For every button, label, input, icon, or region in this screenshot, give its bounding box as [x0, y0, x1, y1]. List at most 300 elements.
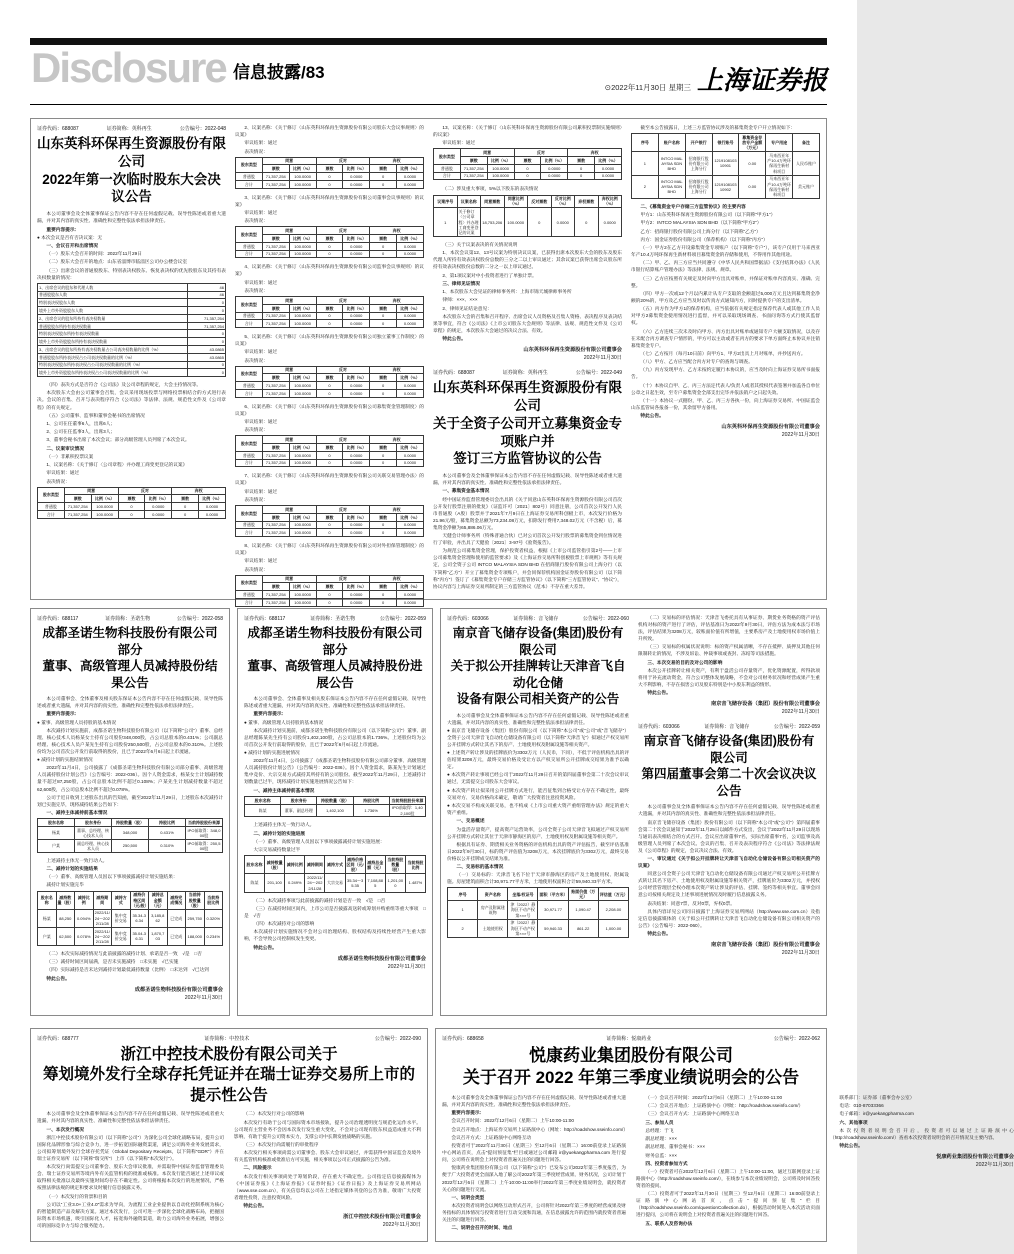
- table-row: [38, 909, 223, 927]
- announcement-no: 公告编号：2022-048: [179, 126, 226, 132]
- table-cell: 马来西亚年产10.4万吨环保再生新材料项目: [767, 176, 792, 197]
- table-cell: 普通股股东所持表决权占公司表决权数量的比例（%）: [38, 353, 188, 361]
- motion-block: [235, 263, 424, 328]
- table-cell: 弃权: [568, 149, 622, 157]
- column-3: [433, 124, 622, 594]
- paragraph: 公司于近日收到上述股东出具的告知函，截至2022年11月29日，上述股东本次减持计划已实施完毕，现将减持结果公告如下：: [37, 794, 223, 807]
- table-row: [38, 369, 226, 377]
- motion-name: 7、议案名称：《关于修订〈山东英科环保再生资源股份有限公司关联交易管理办法〉的议案》: [235, 473, 424, 486]
- table-row: [38, 891, 223, 909]
- paragraph: ● 减持计划的实施结果情况: [37, 757, 93, 763]
- table-row: [236, 366, 424, 374]
- table-cell: 票数: [460, 157, 487, 165]
- table-cell: 募集资金存放专户金额（万元）: [739, 134, 766, 152]
- paragraphs: [37, 950, 223, 982]
- paragraph: 特此公告。: [243, 1203, 267, 1209]
- table-cell: 持股数量（股）: [112, 819, 149, 827]
- table-cell: 0.0000: [343, 451, 370, 459]
- table-cell: 46: [187, 291, 225, 299]
- table-cell: 0: [514, 172, 541, 180]
- table-cell: 当前持股比例: [204, 891, 223, 909]
- paragraph: 投资者可于2022年11月30日（星期三）至12月6日（星期二）16:00前登录上证路演中心网站首页，点击“提问预征集”栏目或通过公司邮箱 ir@yuekangpharma.com 进行提问，公司将在说明会上对投资者普遍关注的问题进行回答。: [442, 1143, 626, 1163]
- table-row: [632, 152, 820, 175]
- masthead-section-title: 信息披露/83: [233, 63, 325, 82]
- paragraph: （三）会议召开方式：上证路演中心网络互动: [645, 1111, 740, 1117]
- table-cell: 弃权: [370, 227, 424, 235]
- table-cell: 0: [316, 529, 343, 537]
- masthead-rule: [30, 104, 827, 105]
- table-cell: 反对: [316, 366, 370, 374]
- reduction-progress-table: [244, 855, 426, 892]
- table-cell: 0.234%: [204, 927, 223, 945]
- announcement-no: 公告编号：2022-090: [374, 1036, 421, 1042]
- pre-holding-table: [244, 796, 426, 818]
- vote-table: [235, 575, 424, 607]
- table-cell: 0: [370, 521, 397, 529]
- table-cell: 反对: [316, 157, 370, 165]
- paragraph: 二、说明会召开的时间、地点: [451, 1225, 513, 1231]
- table-cell: 88,250: [56, 909, 75, 927]
- table-cell: 0: [370, 250, 397, 258]
- vote-result: 审议结果：通过: [244, 349, 278, 355]
- agreement-clauses: [631, 244, 820, 419]
- table-row: [632, 134, 820, 152]
- table-cell: 同意票数: [481, 195, 505, 208]
- table-cell: 股东类型: [434, 149, 461, 165]
- paragraph: 重要内容提示：: [46, 711, 80, 717]
- table-cell: 票数: [370, 165, 397, 173]
- table-cell: 0: [187, 307, 225, 315]
- newspaper-logo: 上海证券报: [696, 66, 827, 96]
- table-row: [236, 583, 424, 591]
- masthead-right: [605, 60, 827, 97]
- paragraph: 天健会计师事务所（特殊普通合伙）已对公司首次公开发行股票的募集资金到位情况进行了审验，并出具了天健验〔2021〕3-97号《验资报告》。: [433, 533, 622, 546]
- table-cell: 62,500: [56, 927, 75, 945]
- paragraph: （三）减持时间区间届满，是否未实施减持 □未实施 √已实施: [46, 959, 179, 965]
- motion-name: 4、议案名称：《关于修订〈山东英科环保再生资源股份有限公司监事会议事规则〉的议案》: [235, 264, 424, 277]
- table-cell: 减持方式: [325, 856, 345, 874]
- vote-table: [235, 296, 424, 328]
- table-cell: 弃权: [370, 575, 424, 583]
- table-cell: 股东类型: [38, 487, 65, 503]
- table-cell: 股东类型: [236, 436, 263, 452]
- table-cell: 票数: [316, 583, 343, 591]
- table-cell: 59,940.33: [538, 919, 568, 937]
- table-row: [236, 506, 424, 514]
- table-cell: 票数: [316, 304, 343, 312]
- section-heading: （二）涉及重大事项，5%以下股东的表决情况: [442, 186, 539, 192]
- paragraph: 本次发行相关事项尚需公司董事会、股东大会审议通过，并需获得中国证监会及境外有关监管机构核准或批准后方可实施，相关事项以公司正式披露的公告为准。: [234, 1150, 421, 1163]
- paragraph: 一、说明会类型: [451, 1194, 485, 1200]
- table-cell: 比例（%）: [199, 495, 226, 503]
- table-cell: 票数: [370, 374, 397, 382]
- table-cell: 议案名称: [457, 195, 481, 208]
- table-cell: 0.0000: [343, 459, 370, 467]
- vote-result: 审议结果：通过: [442, 140, 476, 146]
- table-cell: 0.0000: [397, 250, 424, 258]
- table-row: [448, 888, 629, 901]
- table-row: [38, 503, 226, 511]
- table-cell: 资产名称: [478, 888, 508, 901]
- table-cell: 当前持股数量（股）: [385, 856, 405, 874]
- table-cell: 反对: [316, 227, 370, 235]
- table-cell: 比例（%）: [343, 374, 370, 382]
- paragraph: 大宗交易减持数量过半: [253, 847, 301, 853]
- table-cell: 普通股: [236, 451, 263, 459]
- table-cell: 0.00: [739, 175, 766, 198]
- paragraph: 二、减持计划的实施进展: [253, 830, 305, 836]
- paragraph: ● 本次会议是否有否决议案：无: [37, 234, 103, 240]
- paragraph: 表决结果：同意7票，反对0票，弃权0票。: [647, 900, 735, 906]
- paragraph: 经中国证券监督管理委员会出具的《关于同意山东英科环保再生资源股份有限公司首次公开发行股票注册的批复》（证监许可〔2021〕802号）同意注册，公司首次公开发行人民币普通股（A股）股票并于2021年7月9日在上海证券交易所科创板上市，本次发行价格为21.96元/股，募集资金总额为73,234.08万元，扣除发行费用7,348.02万元（不含税）后，募集资金净额为65,886.06万元。: [433, 496, 622, 530]
- vote-result: 审议结果：通过: [244, 488, 278, 494]
- table-cell: 股东名称: [245, 856, 265, 874]
- table-cell: 弃权: [172, 487, 226, 495]
- article-title: 南京音飞储存设备(集团)股份有限公司 关于拟公开挂牌转让天津音飞自动化仓储 设备有限公司相关资产的公告: [450, 626, 626, 706]
- table-cell: 0.0000: [343, 382, 370, 390]
- table-cell: 减持期间: [93, 891, 112, 909]
- table-cell: 序号: [632, 134, 659, 152]
- paragraph: 具体内容详见公司同日披露于上海证券交易所网站（http://www.sse.com.cn）及指定信息披露媒体的《关于拟公开挂牌转让天津音飞自动化仓储设备有限公司相关资产的公告》（公告编号：2022-060）。: [638, 908, 820, 928]
- security-code: 证券代码：688117: [244, 616, 286, 622]
- reduction-result-table: [37, 891, 223, 946]
- table-cell: 普通股股东所持有表决权数量: [38, 322, 188, 330]
- paragraph: 本次投资者说明会以网络互动形式召开，公司将针对2022年第三季度的经营成果及财务指标的具体情况与投资者进行互动交流和沟通，在信息披露允许的范围内就投资者普遍关注的问题进行回答。: [442, 1203, 626, 1223]
- paragraph: 丙方：国金证券股份有限公司（保荐机构）（以下简称“丙方”）: [640, 236, 768, 242]
- table-cell: 0.0000: [343, 529, 370, 537]
- table-row: [236, 235, 424, 243]
- vote-result: 审议结果：通过: [244, 209, 278, 215]
- table-cell: 专户用途: [766, 134, 793, 152]
- table-cell: 0.0000: [199, 511, 226, 519]
- table-cell: 0: [370, 459, 397, 467]
- table-cell: 0.310%: [149, 839, 186, 852]
- masthead-date: ⊙2022年11月30日 星期三: [604, 83, 691, 92]
- code-line: [244, 615, 426, 622]
- table-cell: 反对: [316, 575, 370, 583]
- table-cell: 股东身份: [75, 819, 112, 827]
- table-cell: 0: [370, 382, 397, 390]
- table-row: [434, 195, 622, 208]
- security-code: 证券代码：688087: [433, 370, 475, 377]
- table-cell: 0.00: [739, 152, 766, 175]
- paragraph: 2、律师见证结论意见：: [442, 305, 492, 311]
- paragraph: 甲方1：山东英科环保再生资源股份有限公司（以下简称“甲方1”）: [640, 212, 776, 218]
- table-cell: 35.04-36.31: [130, 927, 149, 945]
- table-cell: 71,357,254: [262, 529, 289, 537]
- table-cell: 71,357,254: [262, 459, 289, 467]
- paragraph: ● 本次资产转让事项已经公司于2022年11月29日召开的第四届董事会第二十次会议审议通过，无需提交公司股东大会审议。: [447, 772, 629, 785]
- band-middle: [30, 608, 827, 1016]
- table-cell: 1,090.47: [568, 901, 598, 919]
- paragraph: 一、交易概述: [456, 818, 485, 824]
- paragraph: （二）股东大会召开的地点：山东省淄博市临淄区公司办公楼会议室: [46, 259, 188, 265]
- announcement-no: 公告编号：2022-049: [575, 370, 622, 377]
- motion-name: 5、议案名称：《关于修订〈山东英科环保再生资源股份有限公司独立董事工作制度〉的议案》: [235, 334, 424, 347]
- table-cell: 71,357,254: [262, 312, 289, 320]
- security-code: 证券代码：688117: [37, 616, 79, 622]
- paragraph: 本次减持计划实施前，成都圣诺生物科技股份有限公司（以下简称“公司”）董事、总经理、核心技术人员杨某女士持有公司股份348,000股，占公司总股本的0.431%；公司副总经理、核心技术人员户某先生持有公司股份250,500股，占公司总股本的0.310%。上述股份均为公司首次公开发行前取得的股份，且已于2022年6月6日起上市流通。: [37, 727, 223, 754]
- table-cell: IPO前取得：250,500股: [186, 839, 223, 852]
- table-cell: 当前持股数量（股）: [186, 891, 205, 909]
- table-cell: 特别表决权股东所持有表决权数量: [38, 330, 188, 338]
- table-row: [245, 796, 426, 804]
- motion-name: 2、议案名称：《关于修订〈山东英科环保再生资源股份有限公司股东大会议事规则〉的议案》: [235, 125, 424, 138]
- paragraph: （三）出席会议的普通股股东、特别表决权股东、恢复表决权的优先股股东及其持有表决权数量的情况：: [37, 267, 226, 280]
- table-cell: 0: [514, 164, 541, 172]
- paragraph: （十）本协议自甲、乙、丙三方法定代表人/负责人或者其授权代表签署并加盖各自单位公章之日起生效，至专户募集资金全部支出完毕并依法销户之日起失效。: [631, 382, 820, 395]
- security-abbr: 证券简称：中控技术: [204, 1036, 250, 1042]
- table-cell: 35.34-36.34: [130, 909, 149, 927]
- paragraph: （九）丙方发现甲方、乙方未按约定履行本协议的，应当及时向上海证券交易所书面报告。: [631, 367, 820, 380]
- table-cell: 同意: [262, 506, 316, 514]
- column-4: [631, 124, 820, 594]
- table-row: [38, 330, 226, 338]
- paragraph: 一、募集资金基本情况: [442, 488, 490, 494]
- paragraph: （二）本次发行对公司的影响: [243, 1111, 305, 1117]
- table-cell: 银行账号: [712, 134, 739, 152]
- table-cell: 71,357,254: [262, 180, 289, 188]
- paragraph: 会议召开地点：上海证券交易所上证路演中心（网址：http://roadshow.sseinfo.com/）: [451, 1126, 628, 1132]
- table-cell: 弃权: [370, 506, 424, 514]
- table-cell: 票数: [370, 583, 397, 591]
- table-cell: 董事、总经理、核心技术人员: [75, 826, 112, 839]
- paragraphs: [37, 857, 223, 889]
- table-cell: 100.0000: [289, 173, 316, 181]
- vote-result: 审议结果：通过: [46, 470, 80, 476]
- paragraph: （二）本次实际减持情况与此前披露的减持计划、承诺是否一致 √是 □否: [46, 951, 202, 956]
- table-cell: 0: [528, 208, 552, 237]
- vote-result: 审议结果：通过: [244, 140, 278, 146]
- table-cell: 0.0000: [551, 208, 575, 237]
- paragraph: 会议召开方式：上证路演中心网络互动: [451, 1134, 532, 1140]
- table-cell: 2、出席会议的股东所持有表决权数量: [38, 314, 188, 322]
- table-cell: 股东类型: [236, 157, 263, 173]
- table-cell: 户某: [38, 927, 57, 945]
- table-row: [38, 307, 226, 315]
- paragraph: 本公司董事会及全体董事保证公告内容不存在任何虚假记载、误导性陈述或者重大遗漏，并对其内容的真实性、准确性和完整性依法承担法律责任。: [442, 1094, 626, 1107]
- table-row: [38, 511, 226, 519]
- security-abbr: 证券简称：英科再生: [106, 126, 152, 132]
- table-cell: 同意: [262, 157, 316, 165]
- table-cell: 0: [187, 299, 225, 307]
- paragraph: 三、参加人员: [645, 1119, 674, 1125]
- table-row: [236, 250, 424, 258]
- paragraph: 特此公告。: [647, 931, 671, 937]
- table-cell: 0.0000: [145, 511, 172, 519]
- table-cell: 境外上市外资股股东所持有表决权数量: [38, 338, 188, 346]
- vote-detail-label: 表决情况：: [244, 566, 268, 572]
- table-cell: 0.249%: [285, 874, 305, 892]
- table-cell: 0.0000: [343, 521, 370, 529]
- table-cell: 票数: [172, 495, 199, 503]
- table-cell: 18,753,206: [481, 208, 505, 237]
- paragraphs: [638, 614, 820, 696]
- table-cell: 0: [316, 382, 343, 390]
- table-cell: 0: [316, 250, 343, 258]
- table-cell: 减持数量（股）: [56, 891, 75, 909]
- paragraph: 一、本次发行概况: [46, 1126, 84, 1132]
- table-cell: IPO前取得：1,402,100股: [389, 804, 425, 817]
- table-cell: 比例（%）: [397, 513, 424, 521]
- table-cell: 同意: [262, 575, 316, 583]
- paragraphs: [37, 695, 223, 816]
- motion-name: 3、议案名称：《关于修订〈山东英科环保再生资源股份有限公司董事会议事规则〉的议案》: [235, 194, 424, 207]
- table-cell: 减持价格区间（元/股）: [131, 892, 149, 908]
- paragraph: （七）乙方按月（每月10日前）向甲方1、甲方2出具上月对账单，并抄送丙方。: [640, 350, 806, 356]
- vote-table: [235, 505, 424, 537]
- signature: 成都圣诺生物科技股份有限公司董事会: [337, 955, 426, 962]
- signature-date: 2022年11月30日: [781, 950, 820, 957]
- table-cell: 0.0000: [397, 173, 424, 181]
- table-row: [434, 164, 622, 172]
- table-row: [236, 304, 424, 312]
- paragraph: 四、投资者参加方式: [645, 1160, 688, 1166]
- table-cell: 副总经理、核心技术人员: [75, 839, 112, 852]
- paragraph: （二）本次减持事项与此前披露的减持计划是否一致 √是 □否: [253, 897, 386, 903]
- table-cell: 关于修订〈公司章程〉并办理工商变更登记的议案: [458, 209, 479, 236]
- table-cell: 0: [370, 591, 397, 599]
- table-row: [236, 165, 424, 173]
- table-cell: 反对: [316, 296, 370, 304]
- security-code: 证券代码：603066: [447, 616, 489, 622]
- table-row: [38, 819, 223, 827]
- table-cell: 0.0000: [343, 320, 370, 328]
- table-cell: 普通股: [236, 242, 263, 250]
- code-line: [37, 1035, 421, 1042]
- table-cell: 0: [370, 320, 397, 328]
- table-cell: 面积（平方米）: [538, 888, 568, 901]
- table-cell: 备注: [793, 134, 820, 152]
- article-title: 南京音飞储存设备(集团)股份有限公司 第四届董事会第二十次会议决议公告: [641, 734, 817, 798]
- table-row: [38, 353, 226, 361]
- security-abbr: 证券简称：圣诺生物: [105, 616, 151, 622]
- table-cell: 董事、副总经理: [281, 804, 317, 817]
- table-cell: 股东类型: [236, 296, 263, 312]
- table-cell: 票数: [262, 304, 289, 312]
- table-cell: 合计: [236, 320, 263, 328]
- table-cell: 2022/11/24～2022/11/28: [305, 874, 325, 892]
- table-cell: 票数: [262, 583, 289, 591]
- table-cell: 121910810310901: [712, 152, 739, 175]
- table-cell: 3,185,862: [149, 909, 168, 927]
- table-cell: 票数: [514, 157, 541, 165]
- security-abbr: 证券简称：音飞储存: [513, 616, 559, 622]
- table-cell: 当前持股股份来源: [186, 819, 223, 827]
- table-cell: 股东类型: [236, 227, 263, 243]
- table-cell: 普通股: [236, 521, 263, 529]
- signature: 南京音飞储存设备（集团）股份有限公司董事会: [711, 942, 820, 949]
- table-cell: 同意: [64, 487, 118, 495]
- table-row: [38, 283, 226, 291]
- table-row: [236, 513, 424, 521]
- table-cell: 0: [316, 591, 343, 599]
- table-cell: 1.736%: [353, 804, 389, 817]
- paragraph: 1、本次股东大会见证的律师事务所：上海市锦天城律师事务所: [442, 289, 572, 295]
- asset-table: [447, 887, 629, 937]
- table-cell: IPO前取得：348,000股: [186, 826, 223, 839]
- table-cell: 0.0000: [397, 312, 424, 320]
- table-row: [38, 338, 226, 346]
- table-cell: 已完成: [167, 909, 186, 927]
- article-title: 山东英科环保再生资源股份有限公司 关于全资子公司开立募集资金专项账户并 签订三方监管协议的公告: [433, 380, 622, 467]
- table-row: [434, 208, 622, 237]
- table-cell: 0: [370, 451, 397, 459]
- table-cell: 0.0000: [343, 312, 370, 320]
- table-cell: 议案序号: [434, 195, 458, 208]
- table-cell: 合计: [236, 250, 263, 258]
- table-cell: 同意: [460, 149, 514, 157]
- table-cell: 合计: [236, 180, 263, 188]
- table-row: [448, 919, 629, 937]
- table-cell: 0.0000: [199, 503, 226, 511]
- table-cell: 普通股: [236, 382, 263, 390]
- table-row: [236, 157, 424, 165]
- table-cell: 普通股: [236, 173, 263, 181]
- signature-date: 2022年11月30日: [975, 1162, 1014, 1169]
- table-cell: 46: [187, 283, 225, 291]
- table-cell: 减持总金额（元）: [149, 891, 168, 909]
- table-cell: 减持方式: [112, 891, 131, 909]
- table-cell: 陈某: [245, 874, 265, 892]
- paragraph: （一）本次发行的背景和目的: [46, 1193, 108, 1199]
- intro-paragraphs: [37, 210, 226, 281]
- paragraph: （一）投资者可在2022年12月6日（星期二）上午10:00-11:00，通过互联网登录上证路演中心（http://roadshow.sseinfo.com/），在线参与本次业绩说明会，公司将及时回答投资者的提问。: [636, 1168, 820, 1189]
- table-cell: 0: [187, 361, 225, 369]
- code-line: [447, 615, 629, 622]
- bank-account-table: [631, 133, 820, 199]
- security-code: 证券代码：603066: [638, 724, 680, 731]
- table-cell: 比例（%）: [397, 304, 424, 312]
- table-cell: 当前持股股份来源: [389, 796, 425, 804]
- paragraph: 截至本公告披露日，上述三方监管协议涉及的募集资金专户开立情况如下：: [640, 125, 796, 130]
- table-cell: 348,000: [112, 826, 149, 839]
- table-cell: 100.0000: [289, 599, 316, 607]
- motion-name: 8、议案名称：《关于修订〈山东英科环保再生资源股份有限公司对外担保管理制度〉的议案》: [235, 543, 424, 556]
- paragraph: 副总经理：×××: [645, 1136, 678, 1142]
- table-cell: 股东名称: [38, 819, 75, 827]
- paragraph: （一）非累积投票议案: [46, 453, 94, 459]
- table-cell: 0: [575, 208, 599, 237]
- table-cell: 减持比例: [75, 891, 94, 909]
- table-cell: 房产及附属建筑物: [478, 901, 508, 919]
- paragraph: 为盘活存量资产，提高资产运营效率，公司全资子公司天津音飞拟通过产权交易所公开挂牌方式转让其位于天津市静海区的房产、土地使用权及附属设施等相关资产。: [447, 826, 629, 839]
- table-cell: 100.0000: [504, 208, 528, 237]
- announcement-no: 公告编号：2022-059: [379, 616, 426, 622]
- paragraph: （三）在减持时间区间内，上市公司是否披露高送转或筹划并购重组等重大事项 □是 √否: [244, 905, 426, 918]
- table-cell: 票数: [316, 374, 343, 382]
- paragraph: 一、审议通过《关于拟公开挂牌转让天津音飞自动化仓储设备有限公司相关资产的议案》: [638, 855, 820, 869]
- article-box-shengnuo-progress: [237, 608, 433, 1016]
- paragraph: 联系部门：证券部（董事会办公室）: [839, 1094, 915, 1100]
- vote-detail-label: 表决情况：: [244, 496, 268, 502]
- table-cell: 0: [370, 173, 397, 181]
- paragraph: 浙江中控技术股份有限公司（以下简称“公司”）为深化公司全球化战略布局，提升公司国际化品牌形象与综合竞争力，进一步拓宽国际融资渠道，满足公司海外业务发展需求，公司拟筹划境外发行全球存托凭证（Global Depositary Receipts，以下简称“GDR”）并在瑞士证券交易所（以下简称“瑞交所”）上市（以下简称“本次发行”）。: [37, 1134, 224, 1162]
- article-title: 悦康药业集团股份有限公司 关于召开 2022 年第三季度业绩说明会的公告: [462, 1046, 800, 1088]
- table-cell: 0.094%: [75, 909, 94, 927]
- paragraph: 总经理：于飞: [645, 1127, 674, 1133]
- column-2: [235, 124, 424, 605]
- vote-result: 审议结果：通过: [244, 419, 278, 425]
- table-cell: 71,357,254: [187, 322, 225, 330]
- table-row: [448, 901, 629, 919]
- table-cell: 减持期间: [305, 856, 325, 874]
- table-cell: 0: [568, 172, 595, 180]
- table-cell: 0: [187, 330, 225, 338]
- signature: 浙江中控技术股份有限公司董事会: [343, 1214, 421, 1221]
- paragraph: 南京音飞储存设备（集团）股份有限公司（以下简称“本公司”或“公司”）第四届董事会第二十次会议通知于2022年11月25日以邮件方式发出，会议于2022年11月29日以现场与通讯表决相结合的方式召开。会议应出席董事7名，实际出席董事7名，公司监事及高级管理人员列席了本次会议。会议的召集、召开及表决程序符合《公司法》等法律法规及《公司章程》的规定，会议决议合法、有效。: [638, 819, 820, 853]
- table-cell: 71,357,254: [262, 242, 289, 250]
